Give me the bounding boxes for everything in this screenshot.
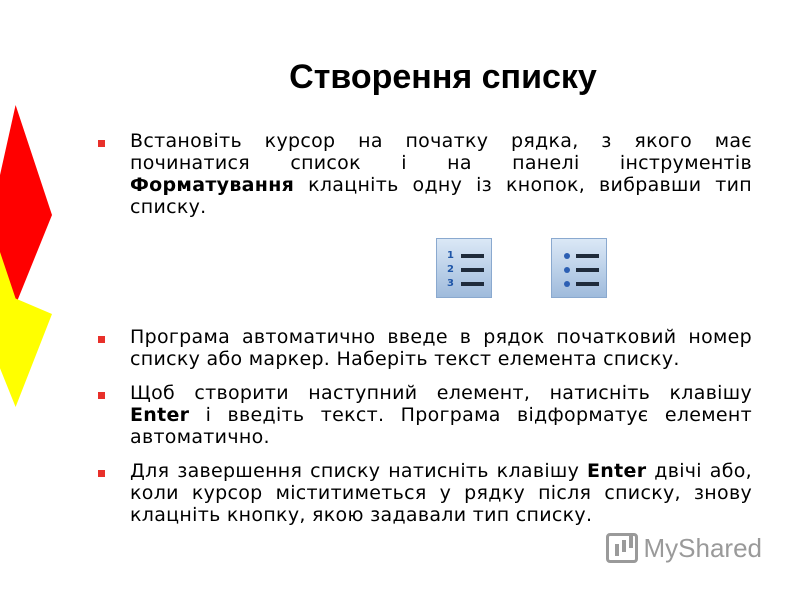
decorative-red-shape bbox=[0, 105, 52, 305]
list-type-buttons bbox=[98, 230, 752, 326]
item-bold-text: Enter bbox=[587, 460, 647, 482]
item-text: Щоб створити наступний елемент, натисніть клавішу bbox=[130, 382, 752, 404]
presentation-board-icon bbox=[606, 533, 638, 563]
item-text: двічі або, коли курсор міститиметься у рядку після списку, знову клацніть кнопку, якою задавали тип списку. bbox=[130, 460, 752, 526]
item-text: клацніть одну із кнопок, вибравши тип списку. bbox=[130, 174, 752, 218]
numbering-mark: 2 bbox=[447, 264, 454, 275]
slide-title: Створення списку bbox=[289, 58, 597, 96]
bullet-icon bbox=[98, 470, 105, 477]
bullet-icon bbox=[98, 140, 105, 147]
item-text: Програма автоматично введе в рядок початковий номер списку або маркер. Наберіть текст елемента списку. bbox=[130, 326, 752, 370]
numbering-mark: 1 bbox=[447, 250, 454, 261]
item-text: Для завершення списку натисніть клавішу bbox=[130, 460, 588, 482]
item-bold-text: Форматування bbox=[130, 174, 295, 196]
item-bold-text: Enter bbox=[130, 404, 190, 426]
item-text: і введіть текст. Програма відформатує елемент автоматично. bbox=[130, 404, 752, 448]
list-item bbox=[98, 326, 752, 370]
item-text: Встановіть курсор на початку рядка, з якого має починатися список і на панелі інструментів bbox=[130, 130, 752, 174]
slide-body bbox=[98, 130, 752, 538]
list-item bbox=[98, 130, 752, 218]
bullet-icon bbox=[98, 336, 105, 343]
numbered-list-icon[interactable] bbox=[436, 238, 492, 298]
myshared-logo bbox=[606, 531, 763, 565]
bulleted-list-icon[interactable] bbox=[551, 238, 607, 298]
list-item bbox=[98, 460, 752, 526]
numbering-mark: 3 bbox=[447, 278, 454, 289]
bullet-icon bbox=[98, 392, 105, 399]
list-item bbox=[98, 382, 752, 448]
logo-text: MyShared bbox=[643, 532, 762, 563]
